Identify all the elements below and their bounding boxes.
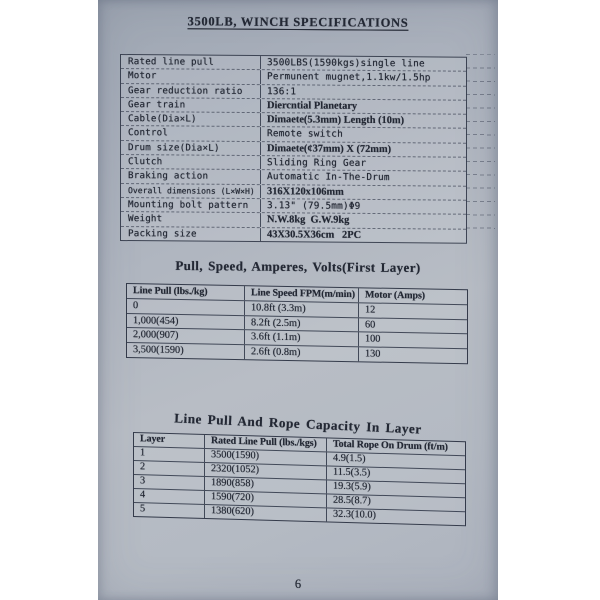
- column-header: Line Pull (lbs./kg): [127, 284, 245, 300]
- spec-value: 316X120x106mm: [267, 185, 344, 198]
- table-cell: 3500(1590): [205, 449, 327, 465]
- table-cell: 3.6ft (1.1m): [245, 331, 359, 347]
- table-cell: 11.5(3.5): [333, 466, 371, 479]
- table-cell: 2,000(907): [127, 328, 245, 344]
- spec-value: 3.13" (79.5mm)Φ9: [267, 200, 361, 212]
- spec-label: Gear reduction ratio: [121, 84, 261, 98]
- table-cell: 130: [365, 348, 381, 360]
- spec-value: Dimaete(¢37mm) X (72mm): [267, 142, 392, 155]
- spec-value: Diercntial Planetary: [267, 100, 358, 112]
- table-cell: 0: [127, 299, 245, 315]
- table-cell: 19.3(5.9): [333, 480, 371, 493]
- spec-label: Braking action: [121, 169, 261, 183]
- spec-label: Clutch: [121, 155, 261, 169]
- spec-table: [120, 54, 467, 244]
- table-cell: 100: [365, 333, 381, 346]
- table-cell: 28.5(8.7): [333, 494, 371, 507]
- table-cell: 4: [134, 489, 205, 504]
- table-cell: 2320(1052): [205, 463, 327, 479]
- spec-label: Rated line pull: [121, 55, 261, 69]
- spec-label: Packing size: [121, 227, 261, 241]
- column-header: Layer: [134, 433, 205, 448]
- table-cell: 10.8ft (3.3m): [245, 301, 359, 317]
- spec-value: Dimaete(5.3mm) Length (10m): [267, 114, 405, 127]
- table-cell: 5: [134, 503, 205, 518]
- spec-value: Sliding Ring Gear: [267, 157, 367, 170]
- table-cell: 1590(720): [205, 491, 327, 507]
- spec-row: [121, 227, 466, 243]
- table-cell: 60: [365, 318, 376, 331]
- pull-speed-table-title: Pull, Speed, Amperes, Volts(First Layer): [175, 257, 421, 276]
- column-header: Rated Line Pull (lbs./kgs): [205, 435, 327, 451]
- spec-table-title: [98, 14, 498, 32]
- rope-capacity-table-title: Line Pull And Rope Capacity In Layer: [173, 410, 423, 437]
- table-cell: 2: [134, 461, 205, 476]
- spec-table-title-text: 3500LB, WINCH SPECIFICATIONS: [187, 14, 409, 30]
- spec-label: Control: [121, 126, 261, 140]
- spec-label: Cable(Dia×L): [121, 112, 261, 126]
- spec-value: Automatic In-The-Drum: [267, 171, 390, 184]
- scan-line-artifacts: [466, 54, 495, 229]
- table-cell: 1380(620): [205, 505, 327, 521]
- spec-value: Permunent mugnet,1.1kw/1.5hp: [267, 71, 431, 84]
- table-cell: 3,500(1590): [127, 343, 245, 359]
- spec-label: Gear train: [121, 98, 261, 112]
- scanned-document-photo: [98, 0, 498, 600]
- spec-value: Remote switch: [267, 128, 343, 141]
- column-header: Motor (Amps): [365, 289, 425, 302]
- table-cell: 4.9(1.5): [333, 452, 366, 465]
- spec-value: 43X30.5X36cm 2PC: [267, 228, 362, 241]
- column-header: Line Speed FPM(m/min): [245, 286, 359, 302]
- table-cell: 1890(858): [205, 477, 327, 493]
- spec-label: Overall dimensions (L×W×H): [121, 184, 261, 198]
- pull-speed-table: [126, 283, 468, 364]
- page-number: 6: [294, 577, 302, 591]
- column-header: Total Rope On Drum (ft/m): [333, 438, 448, 453]
- spec-value: 3500LBS(1590kgs)single line: [267, 57, 425, 70]
- table-cell: 1: [134, 447, 205, 462]
- rope-capacity-table: [133, 432, 466, 526]
- spec-label: Drum size(Dia×L): [121, 141, 261, 155]
- table-cell: 12: [365, 304, 376, 316]
- table-cell: 32.3(10.0): [333, 508, 376, 521]
- spec-label: Motor: [121, 69, 261, 83]
- table-cell: 3: [134, 475, 205, 490]
- table-cell: 8.2ft (2.5m): [245, 316, 359, 332]
- spec-value: 136:1: [267, 85, 297, 97]
- table-cell: 2.6ft (0.8m): [245, 345, 359, 361]
- table-cell: 1,000(454): [127, 314, 245, 330]
- spec-label: Weight: [121, 212, 261, 226]
- spec-label: Mounting bolt pattern: [121, 198, 261, 212]
- spec-value: N.W.8kg G.W.9kg: [267, 214, 350, 227]
